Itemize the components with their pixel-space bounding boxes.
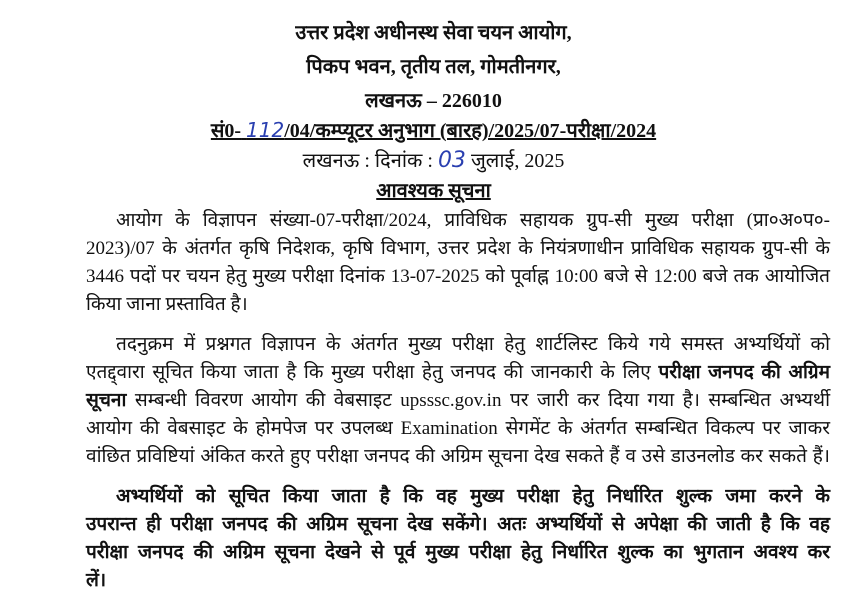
para1-line: 2023)/07 के अंतर्गत कृषि निदेशक, कृषि विभाग, उत्तर प्रदेश के नियंत्रणाधीन प्राविधिक सहायक ग्रुप-सी के (86, 238, 830, 259)
notice-title: आवश्यक सूचना (376, 180, 491, 202)
date-suffix: जुलाई, 2025 (470, 150, 565, 172)
reference-number (0, 116, 867, 143)
para1-line: 3446 पदों पर चयन हेतु मुख्य परीक्षा दिनांक 13-07-2025 को पूर्वाह्न 10:00 बजे से 12:00 बजे तक आयोजित (86, 266, 830, 287)
date-prefix: लखनऊ : दिनांक : (302, 150, 433, 172)
para2-line: तदनुक्रम में प्रश्नगत विज्ञापन के अंतर्गत मुख्य परीक्षा हेतु शार्टलिस्ट किये गये समस्त अभ्यर्थियों को (116, 334, 830, 355)
ref-suffix: /04/कम्प्यूटर अनुभाग (बारह)/2025/07-परीक्षा/2024 (284, 120, 657, 142)
org-city: लखनऊ – 226010 (365, 90, 502, 112)
para3-line: परीक्षा जनपद की अग्रिम सूचना देखने से पूर्व मुख्य परीक्षा हेतु निर्धारित शुल्क का भुगतान अवश्य कर (86, 542, 830, 563)
org-name: उत्तर प्रदेश अधीनस्थ सेवा चयन आयोग, (295, 22, 572, 44)
para2-line (86, 358, 830, 384)
para2-bold-text: सूचना (86, 390, 127, 411)
para2-line: वांछित प्रविष्टियां अंकित करते हुए परीक्षा जनपद की अग्रिम सूचना देख सकते हैं व उसे डाउनलोड कर सकते हैं। (86, 446, 830, 467)
date-handwritten-day: 03 (437, 148, 466, 173)
para1-line: किया जाना प्रस्तावित है। (86, 294, 248, 315)
ref-prefix: सं0- (210, 120, 242, 142)
org-address: पिकप भवन, तृतीय तल, गोमतीनगर, (306, 56, 561, 78)
para2-text: एतद्द्वारा सूचित किया जाता है कि मुख्य परीक्षा हेतु जनपद की जानकारी के लिए (86, 362, 651, 383)
para2-text: सम्बन्धी विवरण आयोग की वेबसाइट upsssc.gov.in पर जारी कर दिया गया है। सम्बन्धित अभ्यर्थी (134, 390, 830, 411)
para2-bold-text: परीक्षा जनपद की अग्रिम (658, 362, 830, 383)
para3-line: उपरान्त ही परीक्षा जनपद की अग्रिम सूचना देख सकेंगे। अतः अभ्यर्थियों से अपेक्षा की जाती है कि वह (86, 514, 830, 535)
para1-line: आयोग के विज्ञापन संख्या-07-परीक्षा/2024, प्राविधिक सहायक ग्रुप-सी मुख्य परीक्षा (प्रा०अ०प०- (116, 210, 830, 231)
para2-line: आयोग की वेबसाइट के होमपेज पर उपलब्ध Examination सेगमेंट के अंतर्गत सम्बन्धित विकल्प पर जाकर (86, 418, 830, 439)
date-line (0, 146, 867, 173)
ref-handwritten-number: 112 (246, 118, 285, 142)
para3-line: अभ्यर्थियों को सूचित किया जाता है कि वह मुख्य परीक्षा हेतु निर्धारित शुल्क जमा करने के (116, 486, 830, 507)
para3-line: लें। (86, 570, 107, 591)
para2-line (86, 386, 830, 412)
